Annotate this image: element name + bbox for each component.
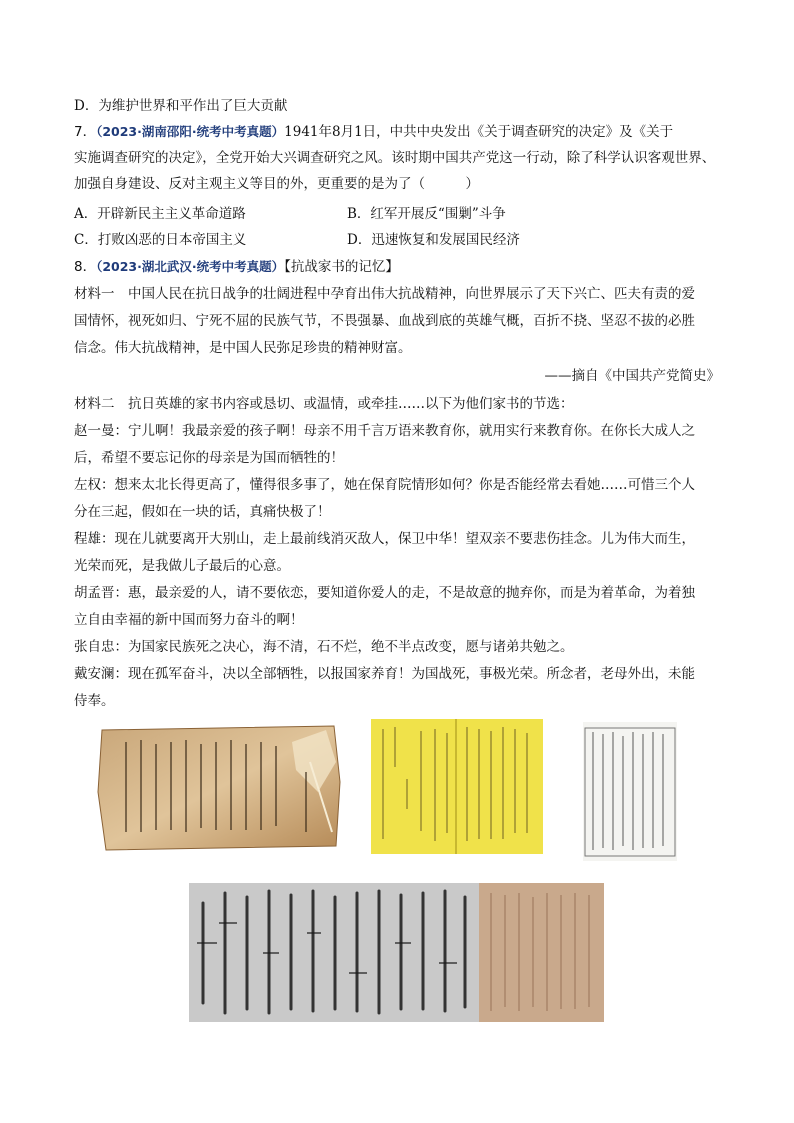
letter-image-calligraphy: [189, 883, 479, 1022]
letter-line: 侍奉。: [74, 693, 115, 709]
letter-image-aged-paper: [96, 722, 342, 852]
q8-material2-intro: 材料二 抗日英雄的家书内容或恳切、或温情，或牵挂……以下为他们家书的节选：: [74, 396, 574, 412]
q8-material1-line2: 国情怀，视死如归、宁死不屈的民族气节，不畏强暴、血战到底的英雄气概，百折不挠、坚忍不拔的必胜: [74, 313, 695, 329]
q7-stem-text1: 1941年8月1日，中共中央发出《关于调查研究的决定》及《关于: [284, 124, 674, 140]
letter-line: 程雄：现在儿就要离开大别山，走上最前线消灭敌人，保卫中华！望双亲不要悲伤挂念。儿为伟大而生，: [74, 531, 695, 547]
letter-line: 左权：想来太北长得更高了，懂得很多事了，她在保育院情形如何？你是否能经常去看她……可惜三个人: [74, 477, 695, 493]
q8-heading: [74, 256, 399, 278]
letter-line: 立自由幸福的新中国而努力奋斗的啊！: [74, 612, 304, 628]
prev-option-d: D．为维护世界和平作出了巨大贡献: [74, 98, 288, 114]
letter-image-yellow-paper: [371, 719, 543, 854]
q7-option-d: D．迅速恢复和发展国民经济: [347, 232, 520, 248]
letter-line: 光荣而死，是我做儿子最后的心意。: [74, 558, 290, 574]
q7-stem-line1: [74, 121, 673, 143]
q7-option-a: A．开辟新民主主义革命道路: [74, 206, 246, 222]
letter-line: 分在三起，假如在一块的话，真痛快极了！: [74, 504, 331, 520]
q7-stem-line3: 加强自身建设、反对主观主义等目的外，更重要的是为了（ ）: [74, 176, 479, 192]
letter-image-sketch: [583, 722, 677, 861]
letter-line: 戴安澜：现在孤军奋斗，决以全部牺牲，以报国家养育！为国战死，事极光荣。所念者，老母外出，未能: [74, 666, 695, 682]
q7-option-b: B．红军开展反“围剿”斗争: [347, 206, 506, 222]
q8-title: 【抗战家书的记忆】: [284, 259, 399, 275]
q7-number: 7．: [74, 124, 97, 140]
q8-material1-line3: 信念。伟大抗战精神，是中国人民弥足珍贵的精神财富。: [74, 340, 412, 356]
letter-line: 张自忠：为国家民族死之决心，海不清，石不烂，绝不半点改变，愿与诸弟共勉之。: [74, 639, 574, 655]
q7-option-c: C．打败凶恶的日本帝国主义: [74, 232, 247, 248]
q8-source-tag: （2023·湖北武汉·统考中考真题）: [96, 259, 285, 274]
letter-line: 胡孟晋：惠，最亲爱的人，请不要依恋，要知道你爱人的走，不是故意的抛弃你，而是为着革命，为着独: [74, 585, 695, 601]
q8-material1-line1: 材料一 中国人民在抗日战争的壮阔进程中孕育出伟大抗战精神，向世界展示了天下兴亡、匹夫有责的爱: [74, 286, 695, 302]
letter-line: 后，希望不要忘记你的母亲是为国而牺牲的！: [74, 450, 344, 466]
letter-line: 赵一曼：宁儿啊！我最亲爱的孩子啊！母亲不用千言万语来教育你，就用实行来教育你。在你长大成人之: [74, 423, 695, 439]
q8-material1-source: ——摘自《中国共产党简史》: [544, 368, 720, 384]
q8-number: 8．: [74, 259, 97, 275]
q7-stem-line2: 实施调查研究的决定》，全党开始大兴调查研究之风。该时期中国共产党这一行动，除了科学认识客观世界、: [74, 150, 716, 166]
q7-source-tag: （2023·湖南邵阳·统考中考真题）: [96, 124, 285, 139]
letter-image-faded-paper: [479, 883, 604, 1022]
